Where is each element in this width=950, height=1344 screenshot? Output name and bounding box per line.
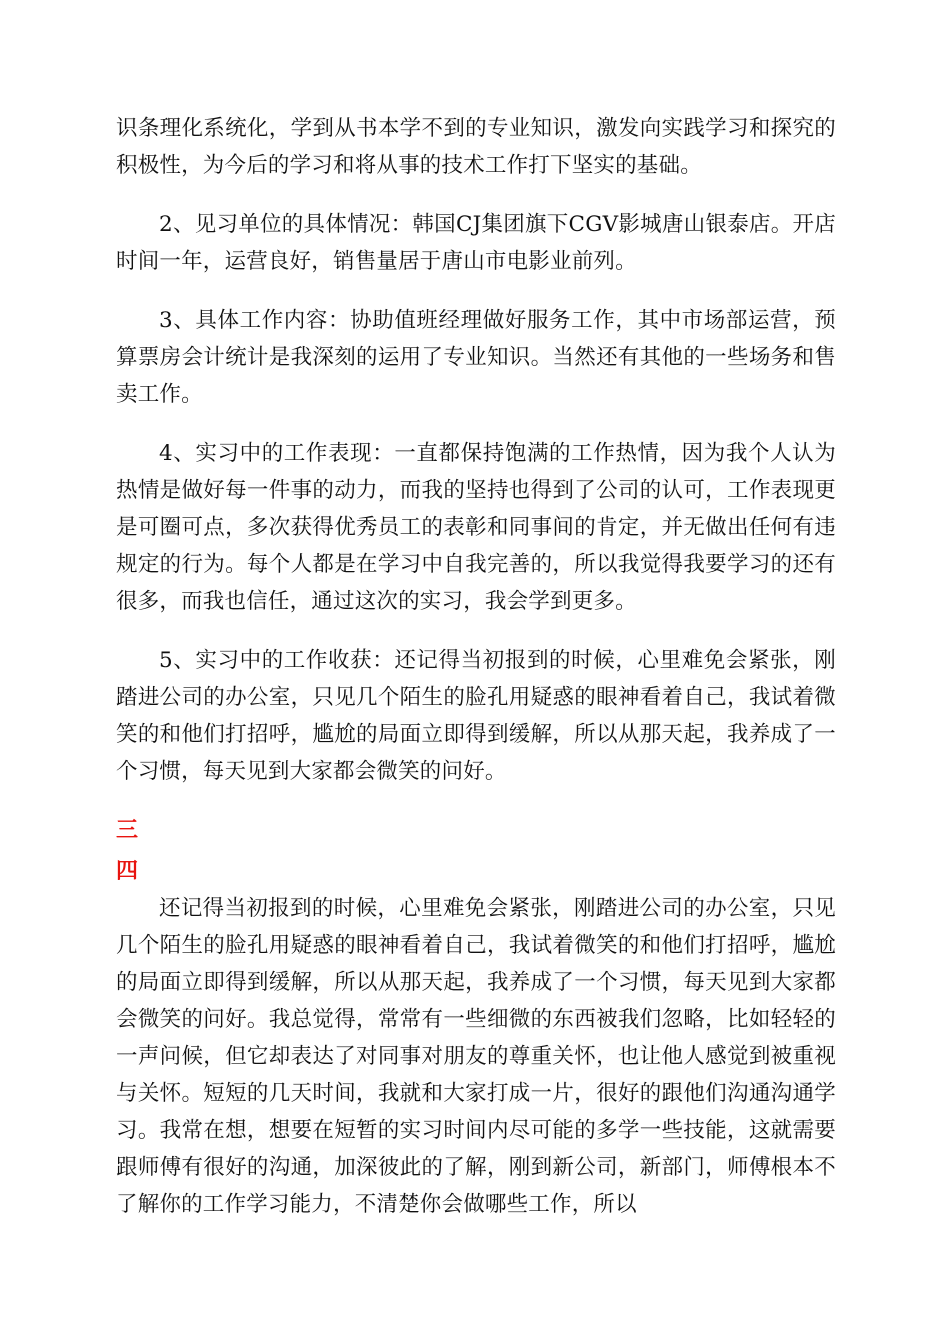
paragraph-work-performance: 4、实习中的工作表现：一直都保持饱满的工作热情，因为我个人认为热情是做好每一件事的动力，而我的坚持也得到了公司的认可，工作表现更是可圈可点，多次获得优秀员工的表彰和同事间的肯定，并无做出任何有违规定的行为。每个人都是在学习中自我完善的，所以我觉得我要学习的还有很多，而我也信任，通过这次的实习，我会学到更多。 bbox=[116, 441, 836, 614]
paragraph-continuation: 识条理化系统化，学到从书本学不到的专业知识，激发向实践学习和探究的积极性，为今后的学习和将从事的技术工作打下坚实的基础。 bbox=[116, 116, 836, 178]
section-heading-three: 三 bbox=[116, 818, 139, 843]
paragraph-internship-unit: 2、见习单位的具体情况：韩国CJ集团旗下CGV影城唐山银泰店。开店时间一年，运营良好，销售量居于唐山市电影业前列。 bbox=[116, 212, 836, 274]
paragraph-final: 还记得当初报到的时候，心里难免会紧张，刚踏进公司的办公室，只见几个陌生的脸孔用疑惑的眼神看着自己，我试着微笑的和他们打招呼，尴尬的局面立即得到缓解，所以从那天起，我养成了一个习惯，每天见到大家都会微笑的问好。我总觉得，常常有一些细微的东西被我们忽略，比如轻轻的一声问候，但它却表达了对同事对朋友的尊重关怀，也让他人感觉到被重视与关怀。短短的几天时间，我就和大家打成一片，很好的跟他们沟通沟通学习。我常在想，想要在短暂的实习时间内尽可能的多学一些技能，这就需要跟师傅有很好的沟通，加深彼此的了解，刚到新公司，新部门，师傅根本不了解你的工作学习能力，不清楚你会做哪些工作，所以 bbox=[116, 896, 836, 1217]
paragraph-work-content: 3、具体工作内容：协助值班经理做好服务工作，其中市场部运营，预算票房会计统计是我深刻的运用了专业知识。当然还有其他的一些场务和售卖工作。 bbox=[116, 308, 836, 407]
paragraph-work-gains: 5、实习中的工作收获：还记得当初报到的时候，心里难免会紧张，刚踏进公司的办公室，只见几个陌生的脸孔用疑惑的眼神看着自己，我试着微笑的和他们打招呼，尴尬的局面立即得到缓解，所以从那天起，我养成了一个习惯，每天见到大家都会微笑的问好。 bbox=[116, 648, 836, 784]
document-body bbox=[116, 110, 836, 1245]
section-heading-four: 四 bbox=[116, 859, 139, 884]
